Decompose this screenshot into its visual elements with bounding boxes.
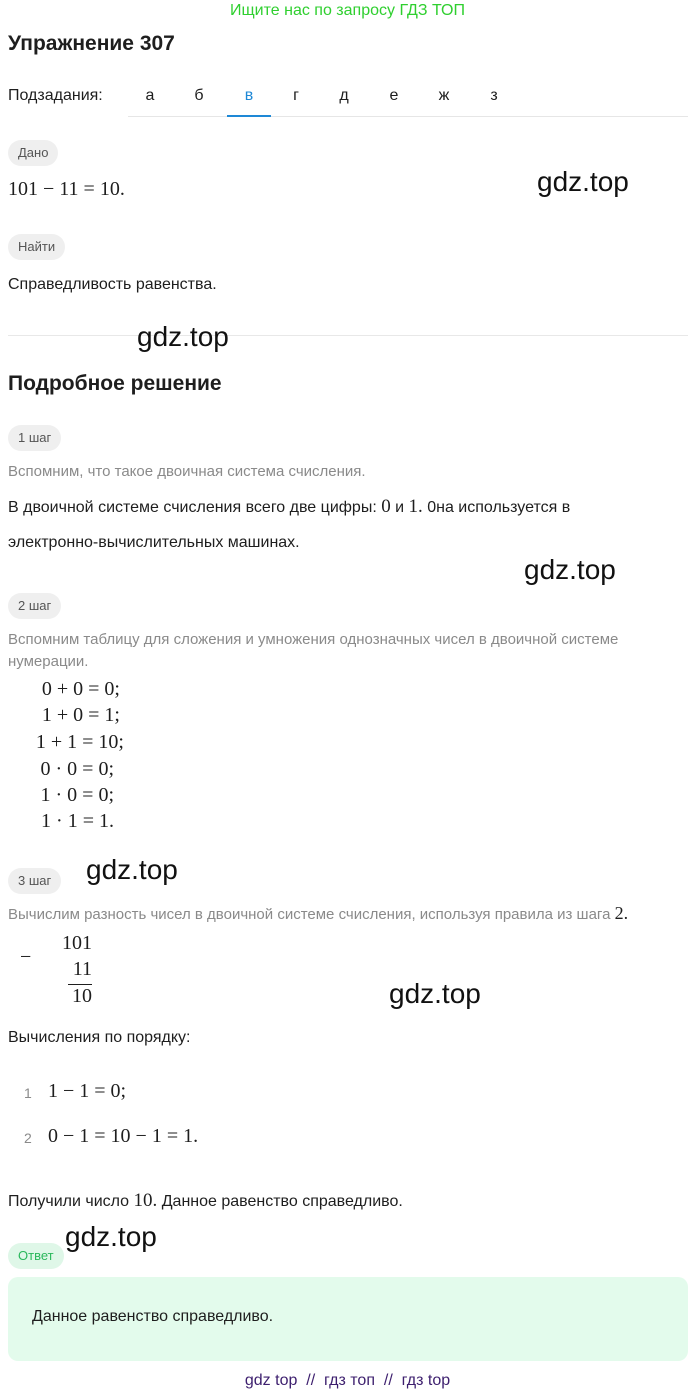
step1-line1-a: В двоичной системе счисления всего две цифры: <box>8 499 382 516</box>
digit-zero: 0 <box>381 496 391 517</box>
order-label: Вычисления по порядку: <box>8 1029 191 1046</box>
table-row: 1 + 1 = 10; <box>35 731 124 753</box>
table-row: 1 · 1 = 1. <box>41 810 114 832</box>
table-row: 0 + 0 = 0; <box>41 678 120 700</box>
watermark: gdz.top <box>137 321 229 352</box>
watermark: gdz.top <box>524 554 616 585</box>
step2-hint-line1: Вспомним таблицу для сложения и умножения однозначных чисел в двоичной системе <box>8 631 619 648</box>
tab-b[interactable]: б <box>194 87 204 104</box>
subtrahend: 11 <box>72 958 92 980</box>
tab-a[interactable]: а <box>145 87 155 104</box>
conclusion-b: Данное равенство справедливо. <box>157 1193 403 1210</box>
solution-heading: Подробное решение <box>8 372 222 395</box>
list-index: 2 <box>24 1130 32 1146</box>
page-title: Упражнение 307 <box>8 32 175 55</box>
tab-zh[interactable]: ж <box>438 87 450 104</box>
answer-pill: Ответ <box>8 1243 64 1269</box>
step3-hint-num: 2. <box>614 903 629 923</box>
subtraction-minus: − <box>20 946 32 968</box>
minuend: 101 <box>62 932 92 954</box>
find-pill: Найти <box>8 234 65 260</box>
step3-hint <box>8 902 628 926</box>
step1-hint: Вспомним, что такое двоичная система счисления. <box>8 463 366 480</box>
tab-z[interactable]: з <box>490 87 498 104</box>
watermark: gdz.top <box>537 166 629 197</box>
tab-d[interactable]: д <box>339 87 349 104</box>
footer-links[interactable]: gdz top // гдз топ // гдз top <box>244 1372 451 1389</box>
step3-pill: 3 шаг <box>8 868 61 894</box>
step2-pill: 2 шаг <box>8 593 61 619</box>
conclusion-num: 10. <box>133 1190 158 1211</box>
list-item: 0 − 1 = 10 − 1 = 1. <box>48 1125 199 1147</box>
find-text: Справедливость равенства. <box>8 276 217 293</box>
step1-pill: 1 шаг <box>8 425 61 451</box>
step1-line1-b: 0на используется в <box>422 499 571 516</box>
answer-text: Данное равенство справедливо. <box>32 1308 274 1325</box>
section-divider <box>8 335 688 336</box>
tab-g[interactable]: г <box>293 87 299 104</box>
conclusion-a: Получили число <box>8 1193 134 1210</box>
step1-and: и <box>390 499 409 516</box>
subtask-tabs <box>128 78 688 117</box>
subtasks-label: Подзадания: <box>8 87 103 104</box>
difference: 10 <box>68 984 92 1007</box>
given-pill: Дано <box>8 140 58 166</box>
table-row: 1 · 0 = 0; <box>40 784 114 806</box>
table-row: 0 · 0 = 0; <box>40 758 114 780</box>
list-index: 1 <box>24 1085 32 1101</box>
watermark: gdz.top <box>65 1221 157 1252</box>
given-formula: 101 − 11 = 10. <box>8 178 125 200</box>
step3-hint-text: Вычислим разность чисел в двоичной системе счисления, используя правила из шага <box>8 906 615 923</box>
conclusion <box>8 1190 403 1212</box>
watermark: gdz.top <box>86 854 178 885</box>
digit-one: 1. <box>408 496 423 517</box>
tab-v[interactable]: в <box>227 78 271 117</box>
step2-hint-line2: нумерации. <box>8 653 89 670</box>
step1-line1 <box>8 496 570 518</box>
list-item: 1 − 1 = 0; <box>48 1080 127 1102</box>
step1-line2: электронно-вычислительных машинах. <box>8 534 300 551</box>
tab-e[interactable]: е <box>389 87 399 104</box>
top-banner: Ищите нас по запросу ГДЗ ТОП <box>230 2 465 19</box>
table-row: 1 + 0 = 1; <box>41 704 120 726</box>
watermark: gdz.top <box>389 978 481 1009</box>
